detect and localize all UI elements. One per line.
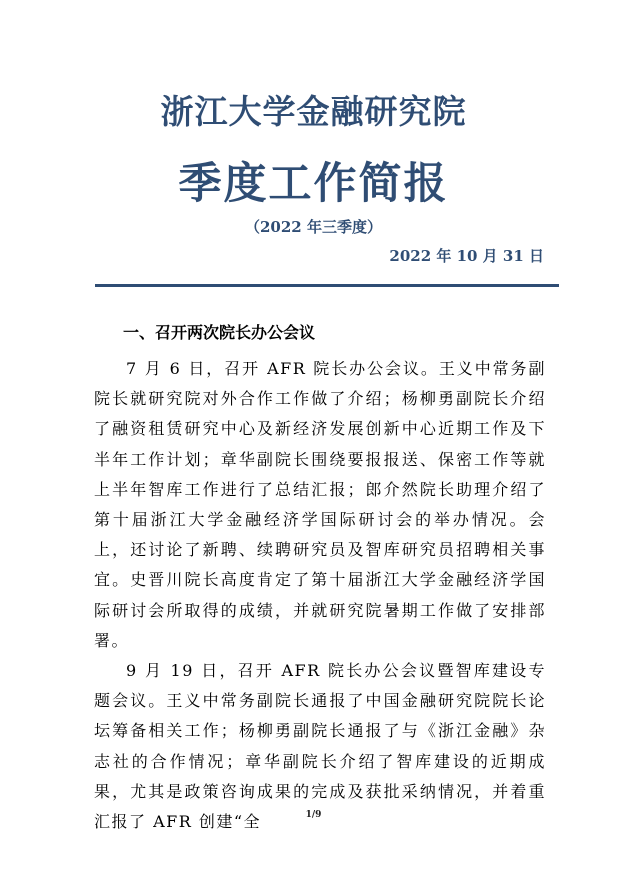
body-paragraph: 9 月 19 日，召开 AFR 院长办公会议暨智库建设专题会议。王义中常务副院长通报了中国金融研究院院长论坛筹备相关工作；杨柳勇副院长通报了与《浙江金融》杂志社的合作情况；章华副院长介绍了智库建设的近期成果，尤其是政策咨询成果的完成及获批采纳情况，并着重汇报了 AFR 创建“全	[94, 661, 546, 832]
header-divider	[95, 284, 559, 287]
section-body	[94, 354, 546, 837]
body-paragraph: 7 月 6 日，召开 AFR 院长办公会议。王义中常务副院长就研究院对外合作工作做了介绍；杨柳勇副院长介绍了融资租赁研究中心及新经济发展创新中心近期工作及下半年工作计划；章华副院长围绕要报报送、保密工作等就上半年智库工作进行了总结汇报；郎介然院长助理介绍了第十届浙江大学金融经济学国际研讨会的举办情况。会上，还讨论了新聘、续聘研究员及智库研究员招聘相关事宜。史晋川院长高度肯定了第十届浙江大学金融经济学国际研讨会所取得的成绩，并就研究院暑期工作做了安排部署。	[94, 359, 546, 650]
page-number: 1/9	[305, 810, 322, 820]
report-period: （2022 年三季度）	[245, 218, 382, 236]
document-title: 季度工作简报	[178, 159, 449, 209]
report-date: 2022 年 10 月 31 日	[389, 247, 544, 265]
section-heading: 一、召开两次院长办公会议	[123, 323, 316, 342]
organization-title: 浙江大学金融研究院	[160, 92, 467, 131]
